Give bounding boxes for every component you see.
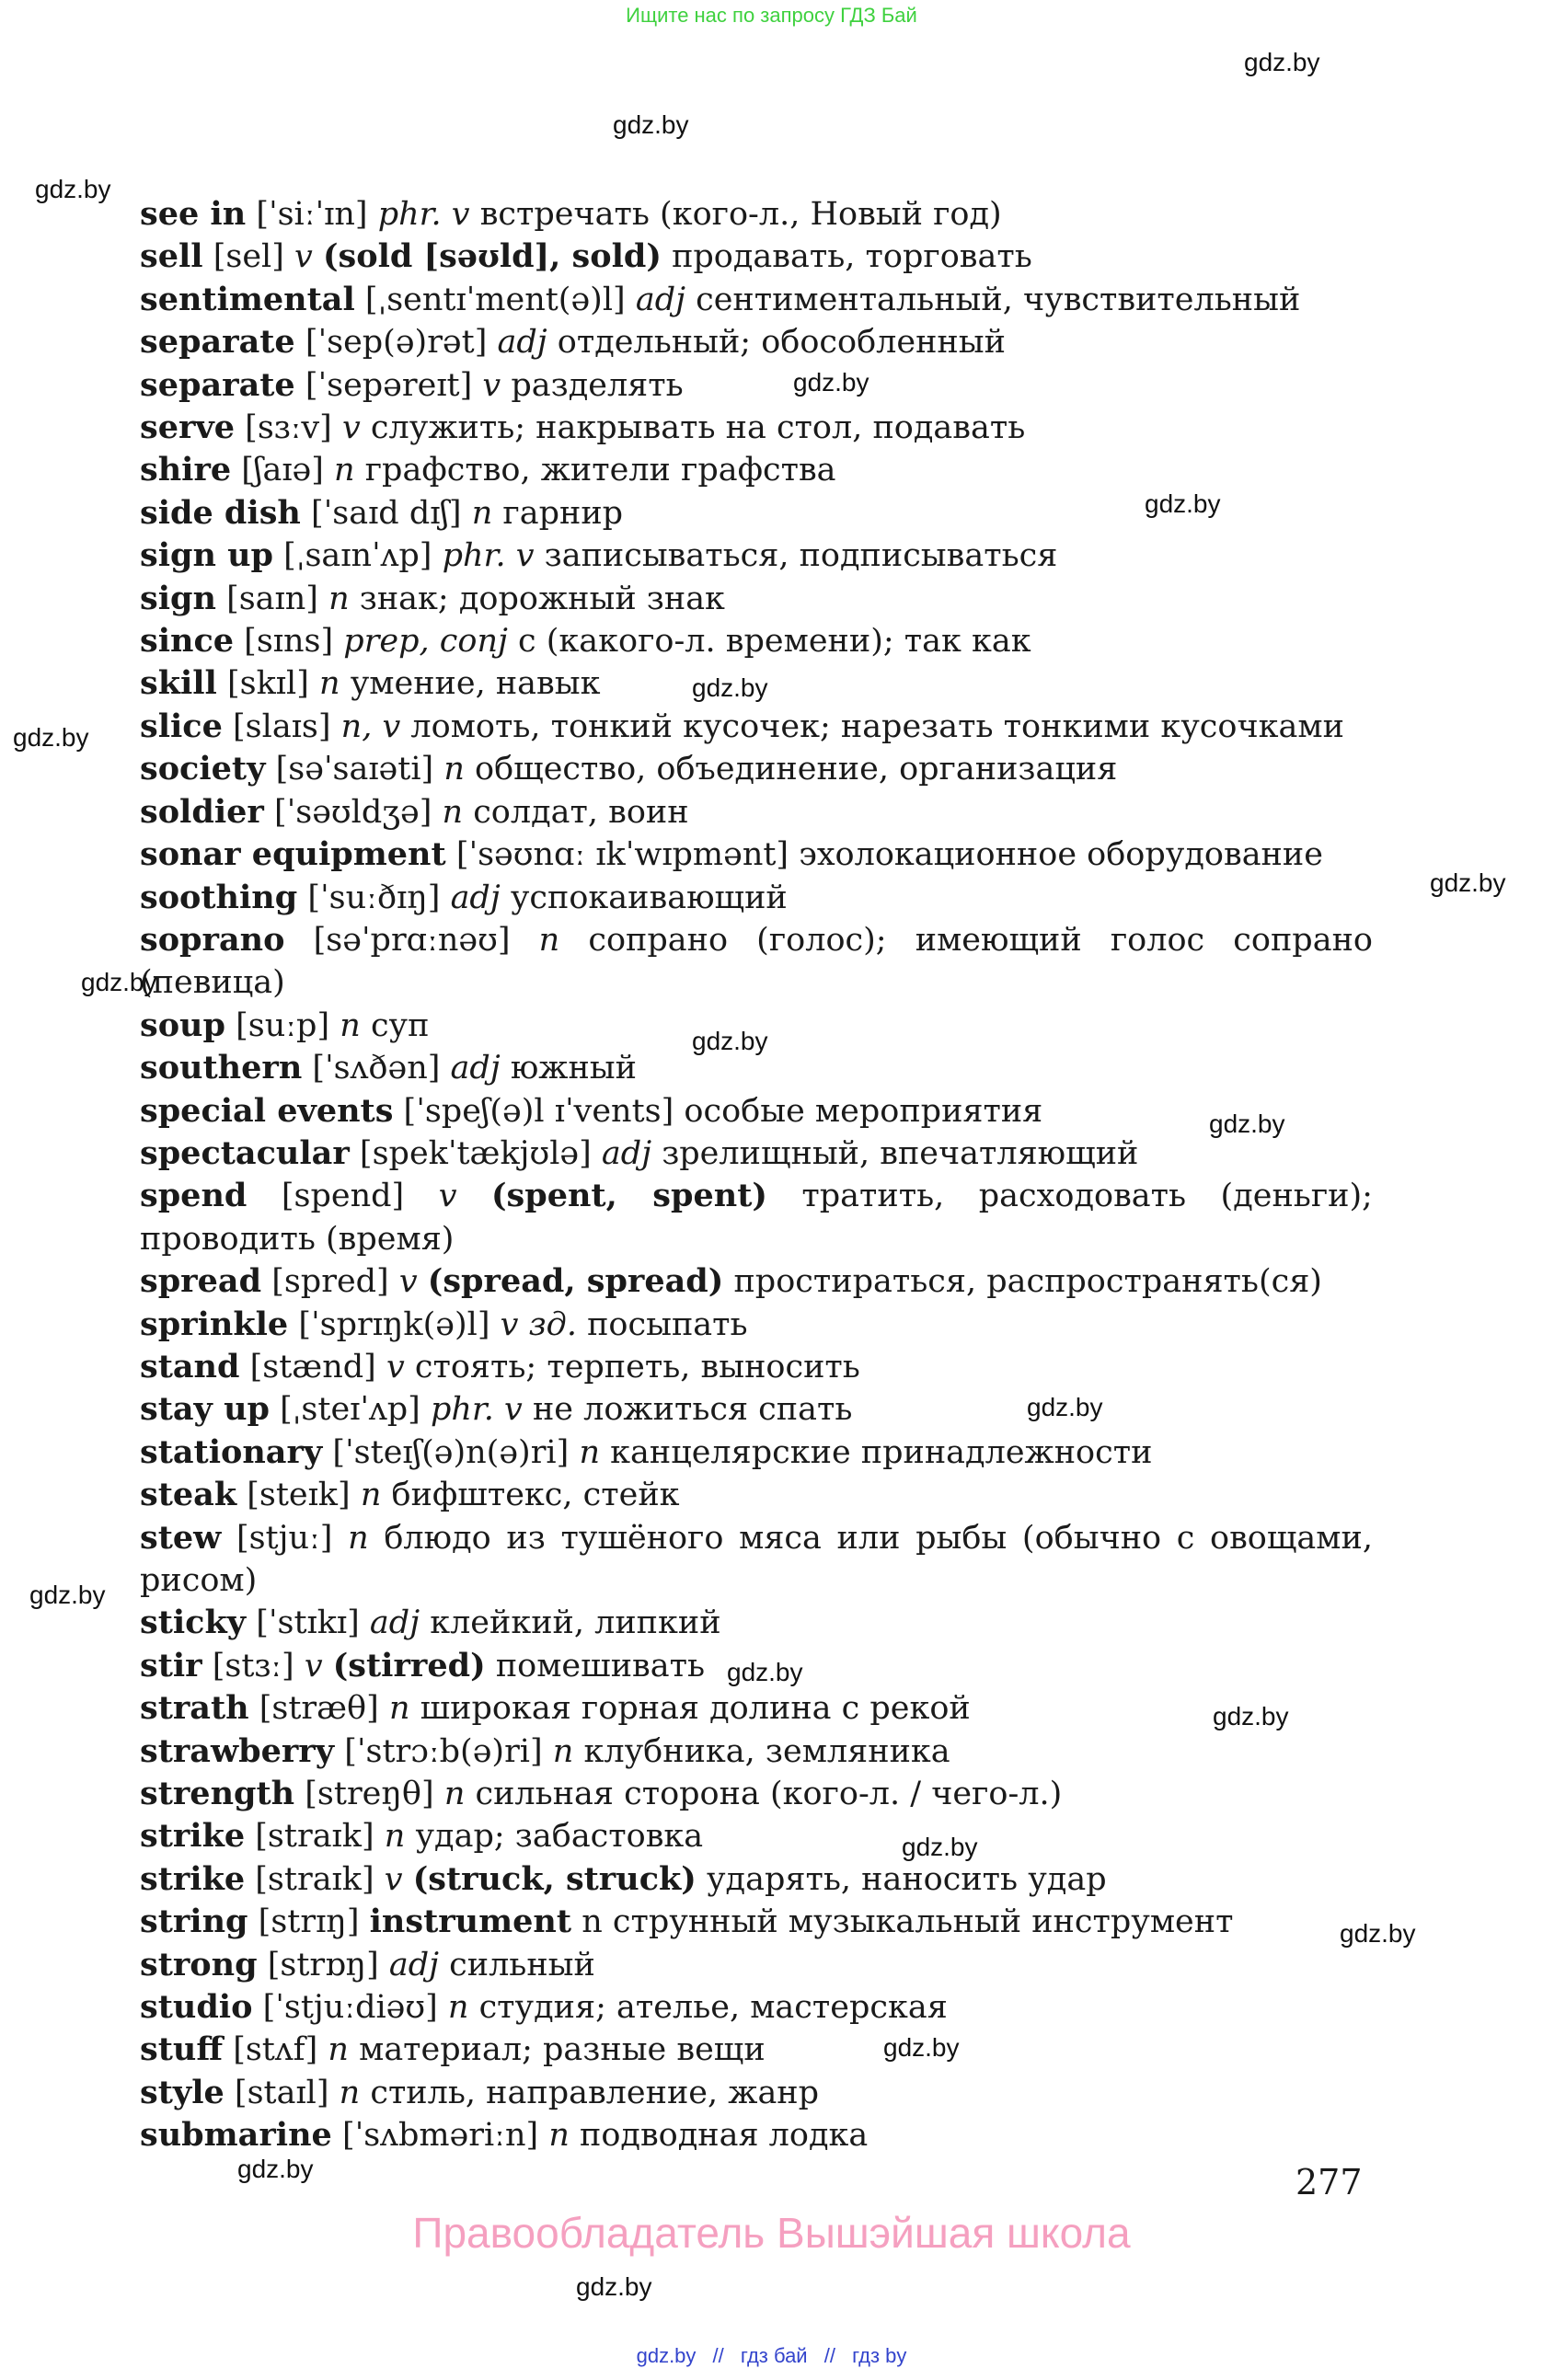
headword: sticky <box>140 1604 247 1642</box>
headword: strawberry <box>140 1731 335 1770</box>
definition: клубника, земляника <box>583 1732 950 1770</box>
dictionary-entry <box>140 407 1373 449</box>
footer-separator: // <box>823 2344 835 2367</box>
transcription: [ˈsteɪʃ(ə)n(ə)ri] <box>332 1433 570 1471</box>
dictionary-entry <box>140 2114 1373 2156</box>
watermark: gdz.by <box>1145 489 1221 518</box>
dictionary-entry <box>140 1858 1373 1901</box>
definition: помешивать <box>495 1647 706 1684</box>
dictionary-entry <box>140 535 1373 577</box>
definition: продавать, торговать <box>672 238 1032 276</box>
definition: подводная лодка <box>580 2117 869 2155</box>
transcription: [suːp] <box>236 1006 330 1044</box>
transcription: [ˌsaɪnˈʌp] <box>283 537 432 575</box>
watermark: gdz.by <box>29 1581 106 1609</box>
dictionary-entry <box>140 1474 1373 1516</box>
dictionary-entry <box>140 620 1373 662</box>
transcription: [səˈsaɪəti] <box>275 751 434 788</box>
transcription: [ˌsteɪˈʌp] <box>280 1391 420 1429</box>
watermark: gdz.by <box>692 673 768 702</box>
transcription: [ˌsentɪˈment(ə)l] <box>364 281 626 318</box>
watermark: gdz.by <box>793 368 869 397</box>
definition: южный <box>510 1050 637 1087</box>
definition: гарнир <box>502 494 624 532</box>
part-of-speech: v <box>384 1860 403 1898</box>
part-of-speech: n <box>348 1519 369 1557</box>
transcription: [spend] <box>281 1178 405 1215</box>
headword: sign <box>140 579 216 617</box>
definition: солдат, воин <box>473 793 689 831</box>
headword: strike <box>140 1859 246 1898</box>
dictionary-entry <box>140 1431 1373 1474</box>
transcription: [ˈstɪkɪ] <box>256 1604 360 1642</box>
transcription: [strɒŋ] <box>267 1946 379 1983</box>
part-of-speech: phr. v <box>377 196 470 233</box>
headword: see in <box>140 195 247 233</box>
watermark: gdz.by <box>1209 1110 1285 1138</box>
part-of-speech: v <box>438 1178 457 1215</box>
definition: тратить, расходовать (деньги); проводить (время) <box>140 1178 1373 1258</box>
headword: strath <box>140 1689 249 1728</box>
watermark: gdz.by <box>692 1027 768 1055</box>
part-of-speech: n <box>384 1818 406 1856</box>
definition: простираться, распространять(ся) <box>733 1263 1322 1301</box>
dictionary-entry <box>140 1944 1373 1986</box>
transcription: [stjuː] <box>236 1519 333 1557</box>
dictionary-entry <box>140 578 1373 620</box>
transcription: [ˈsuːðɪŋ] <box>307 879 441 916</box>
footer-separator: // <box>712 2344 724 2367</box>
transcription: [ˈstrɔːb(ə)ri] <box>344 1732 543 1770</box>
definition: сильная сторона (кого-л. / чего-л.) <box>475 1776 1063 1813</box>
transcription: [skɪl] <box>226 665 309 703</box>
transcription: [sel] <box>213 238 284 276</box>
part-of-speech: prep, conj <box>343 623 508 661</box>
part-of-speech: n <box>442 793 464 831</box>
headword: sonar equipment <box>140 835 446 874</box>
watermark: gdz.by <box>237 2155 314 2183</box>
headword: string <box>140 1903 248 1941</box>
definition: служить; накрывать на стол, подавать <box>370 409 1026 447</box>
part-of-speech: v <box>398 1263 418 1301</box>
dictionary-entry <box>140 2072 1373 2114</box>
dictionary-entry <box>140 877 1373 919</box>
definition: канцелярские принадлежности <box>610 1433 1153 1471</box>
headword: spend <box>140 1177 248 1215</box>
transcription: [straɪk] <box>255 1818 374 1856</box>
verb-forms: (struck, struck) <box>412 1859 697 1898</box>
headword: soldier <box>140 792 264 831</box>
dictionary-entry <box>140 1175 1373 1260</box>
page-number: 277 <box>1295 2162 1363 2202</box>
dictionary-entry <box>140 1346 1373 1388</box>
part-of-speech: v зд. <box>500 1305 577 1343</box>
headword: studio <box>140 1988 253 2027</box>
dictionary-entry <box>140 1730 1373 1773</box>
dictionary-entry <box>140 706 1373 748</box>
dictionary-entry <box>140 449 1373 491</box>
headword: southern <box>140 1049 303 1087</box>
dictionary-entry <box>140 1602 1373 1644</box>
definition: умение, навык <box>350 665 601 703</box>
part-of-speech: adj <box>450 1050 501 1087</box>
watermark: gdz.by <box>727 1658 803 1686</box>
definition: n струнный музыкальный инструмент <box>582 1903 1234 1941</box>
dictionary-entry <box>140 1773 1373 1815</box>
definition: широкая горная долина с рекой <box>420 1690 971 1728</box>
headword: sign up <box>140 536 274 575</box>
headword: soprano <box>140 920 285 959</box>
part-of-speech: v <box>482 366 501 404</box>
transcription: [stʌf] <box>233 2031 318 2069</box>
definition: с (какого-л. времени); так как <box>518 623 1031 661</box>
dictionary-entry <box>140 748 1373 790</box>
dictionary-entry <box>140 1687 1373 1730</box>
part-of-speech: n <box>538 921 560 959</box>
definition: зрелищный, впечатляющий <box>662 1134 1139 1172</box>
definition: встречать (кого-л., Новый год) <box>479 196 1002 233</box>
part-of-speech: n <box>340 1006 361 1044</box>
definition: сопрано (голос); имеющий голос сопрано (певица) <box>140 921 1373 1002</box>
dictionary-entry <box>140 834 1373 876</box>
dictionary-entry <box>140 1133 1373 1175</box>
definition: эхолокационное оборудование <box>799 836 1323 874</box>
watermark: gdz.by <box>1430 868 1506 897</box>
dictionary-entry <box>140 236 1373 278</box>
top-banner: Ищите нас по запросу ГДЗ Бай <box>626 4 917 27</box>
part-of-speech: n <box>328 580 350 617</box>
part-of-speech: n <box>443 1776 466 1813</box>
definition: клейкий, липкий <box>430 1604 721 1642</box>
definition: не ложиться спать <box>532 1391 853 1429</box>
definition: знак; дорожный знак <box>359 580 725 617</box>
definition: стоять; терпеть, выносить <box>414 1348 860 1385</box>
part-of-speech: adj <box>369 1604 420 1642</box>
headword: strike <box>140 1817 246 1856</box>
transcription: [ˈsprɪŋk(ə)l] <box>298 1305 490 1343</box>
headword: separate <box>140 365 295 404</box>
headword: since <box>140 622 235 661</box>
watermark: gdz.by <box>13 723 89 752</box>
definition: студия; ателье, мастерская <box>478 1989 948 2027</box>
transcription: [streŋθ] <box>305 1776 434 1813</box>
definition: суп <box>370 1006 430 1044</box>
transcription: [ˈsəʊnɑː ɪkˈwɪpmənt] <box>455 836 789 874</box>
transcription: [ˈstjuːdiəʊ] <box>262 1989 438 2027</box>
transcription: [ˈspeʃ(ə)l ɪˈvents] <box>403 1092 674 1130</box>
headword: soup <box>140 1006 225 1044</box>
headword: shire <box>140 451 232 489</box>
part-of-speech: n <box>360 1477 382 1514</box>
part-of-speech: n <box>471 494 493 532</box>
headword: soothing <box>140 878 298 916</box>
bottom-links <box>0 2344 1543 2368</box>
watermark: gdz.by <box>1244 48 1320 76</box>
watermark: gdz.by <box>613 110 689 139</box>
part-of-speech: adj <box>450 879 501 916</box>
headword: separate <box>140 323 295 362</box>
dictionary-list <box>140 193 1373 2157</box>
definition: посыпать <box>587 1305 748 1343</box>
definition: бифштекс, стейк <box>391 1477 680 1514</box>
transcription: [ˈsəʊldʒə] <box>273 793 432 831</box>
transcription: [sɪns] <box>244 623 334 661</box>
headword: stay up <box>140 1390 270 1429</box>
dictionary-entry <box>140 791 1373 834</box>
part-of-speech: n <box>548 2117 570 2155</box>
headword: stationary <box>140 1432 323 1471</box>
transcription: [stænd] <box>249 1348 376 1385</box>
headword: special events <box>140 1091 394 1130</box>
transcription: [ˈsʌðən] <box>312 1050 441 1087</box>
watermark: gdz.by <box>35 175 111 203</box>
dictionary-entry <box>140 1986 1373 2029</box>
part-of-speech: phr. v <box>442 537 535 575</box>
headword: sprinkle <box>140 1305 289 1343</box>
headword: serve <box>140 408 236 447</box>
definition: отдельный; обособленный <box>557 324 1006 362</box>
dictionary-entry <box>140 321 1373 363</box>
transcription: [ˈsʌbməriːn] <box>341 2117 539 2155</box>
definition: материал; разные вещи <box>359 2031 766 2069</box>
watermark: gdz.by <box>902 1833 978 1861</box>
definition: сильный <box>449 1946 595 1983</box>
transcription: [ˈsaɪd dɪʃ] <box>311 494 462 532</box>
footer-link[interactable]: гдз бай <box>740 2344 808 2367</box>
dictionary-entry <box>140 279 1373 321</box>
part-of-speech: n <box>328 2031 349 2069</box>
dictionary-entry <box>140 364 1373 407</box>
dictionary-entry <box>140 2029 1373 2071</box>
headword: spectacular <box>140 1133 350 1172</box>
copyright-notice: Правообладатель Вышэйшая школа <box>412 2209 1131 2257</box>
part-of-speech: n <box>319 665 340 703</box>
part-of-speech: n <box>388 1690 410 1728</box>
headword: submarine <box>140 2116 332 2155</box>
transcription: [stræθ] <box>259 1690 379 1728</box>
watermark: gdz.by <box>1340 1919 1416 1948</box>
definition: особые мероприятия <box>684 1092 1043 1130</box>
definition: общество, объединение, организация <box>475 751 1118 788</box>
footer-link[interactable]: gdz.by <box>636 2344 697 2367</box>
definition: графство, жители графства <box>364 452 836 489</box>
headword: stir <box>140 1646 202 1684</box>
headword: sell <box>140 237 203 276</box>
definition: блюдо из тушёного мяса или рыбы (обычно с овощами, рисом) <box>140 1519 1373 1599</box>
part-of-speech: adj <box>635 281 685 318</box>
part-of-speech: adj <box>601 1134 652 1172</box>
definition: ударять, наносить удар <box>706 1860 1107 1898</box>
headword: stand <box>140 1347 240 1385</box>
footer-link[interactable]: гдз by <box>852 2344 907 2367</box>
definition: удар; забастовка <box>415 1818 704 1856</box>
transcription: [steɪk] <box>247 1477 351 1514</box>
transcription: [ˈsep(ə)rət] <box>305 324 488 362</box>
watermark: gdz.by <box>1027 1393 1103 1421</box>
watermark: gdz.by <box>1213 1702 1289 1730</box>
part-of-speech: v <box>294 238 313 276</box>
definition: разделять <box>511 366 684 404</box>
transcription: [spred] <box>271 1263 389 1301</box>
definition: успокаивающий <box>510 879 788 916</box>
part-of-speech: n <box>579 1433 600 1471</box>
headword: strength <box>140 1775 295 1813</box>
transcription: [saɪn] <box>226 580 318 617</box>
dictionary-entry <box>140 1260 1373 1303</box>
watermark: gdz.by <box>883 2033 960 2062</box>
headword-cont: instrument <box>369 1903 572 1941</box>
dictionary-entry <box>140 1901 1373 1943</box>
part-of-speech: adj <box>388 1946 439 1983</box>
verb-forms: (stirred) <box>332 1646 486 1684</box>
part-of-speech: adj <box>497 324 547 362</box>
definition: записываться, подписываться <box>544 537 1058 575</box>
transcription: [spekˈtækjʊlə] <box>359 1134 592 1172</box>
dictionary-entry <box>140 919 1373 1005</box>
headword: strong <box>140 1945 258 1983</box>
transcription: [ˈsiːˈɪn] <box>256 196 368 233</box>
watermark: gdz.by <box>81 968 157 996</box>
watermark: gdz.by <box>576 2272 652 2301</box>
definition: стиль, направление, жанр <box>370 2074 820 2111</box>
transcription: [straɪk] <box>255 1860 374 1898</box>
headword: spread <box>140 1262 262 1301</box>
part-of-speech: v <box>304 1647 323 1684</box>
part-of-speech: n <box>334 452 355 489</box>
verb-forms: (spent, spent) <box>490 1177 767 1215</box>
dictionary-entry <box>140 1517 1373 1603</box>
headword: stuff <box>140 2030 224 2069</box>
dictionary-entry <box>140 193 1373 236</box>
transcription: [sɜːv] <box>245 409 332 447</box>
headword: style <box>140 2073 225 2111</box>
headword: skill <box>140 664 217 703</box>
verb-forms: (sold [səʊld], sold) <box>322 237 662 276</box>
part-of-speech: n <box>552 1732 574 1770</box>
headword: society <box>140 750 266 788</box>
transcription: [ʃaɪə] <box>241 452 324 489</box>
dictionary-entry <box>140 1090 1373 1133</box>
verb-forms: (spread, spread) <box>427 1262 724 1301</box>
definition: сентиментальный, чувствительный <box>696 281 1301 318</box>
transcription: [slaɪs] <box>233 707 331 745</box>
headword: sentimental <box>140 280 355 318</box>
headword: side dish <box>140 493 301 532</box>
definition: ломоть, тонкий кусочек; нарезать тонкими кусочками <box>410 707 1344 745</box>
headword: stew <box>140 1518 222 1557</box>
part-of-speech: n <box>447 1989 469 2027</box>
transcription: [ˈsepəreɪt] <box>305 366 473 404</box>
dictionary-entry <box>140 1388 1373 1431</box>
transcription: [strɪŋ] <box>258 1903 360 1941</box>
part-of-speech: n <box>339 2074 361 2111</box>
part-of-speech: v <box>341 409 361 447</box>
part-of-speech: v <box>386 1348 405 1385</box>
part-of-speech: n <box>443 751 465 788</box>
dictionary-entry <box>140 1304 1373 1346</box>
transcription: [səˈprɑːnəʊ] <box>313 921 511 959</box>
transcription: [staɪl] <box>234 2074 329 2111</box>
dictionary-entry <box>140 1815 1373 1857</box>
headword: slice <box>140 707 223 745</box>
part-of-speech: phr. v <box>430 1391 523 1429</box>
headword: steak <box>140 1476 237 1514</box>
part-of-speech: n, v <box>340 707 401 745</box>
transcription: [stɜː] <box>212 1647 294 1684</box>
